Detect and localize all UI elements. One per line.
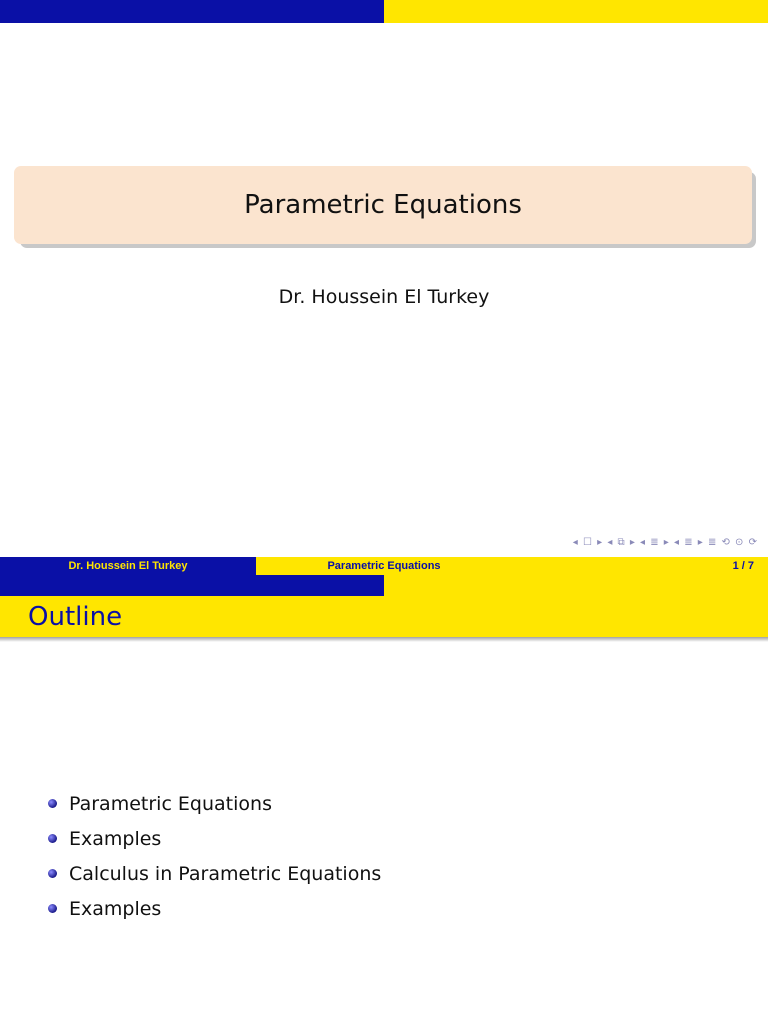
footer-title-cell bbox=[256, 557, 512, 575]
list-item bbox=[48, 856, 381, 891]
list-item-label: Parametric Equations bbox=[69, 792, 272, 815]
header-strip-left bbox=[0, 0, 384, 23]
header-strip-right bbox=[384, 0, 768, 23]
bullet-dot-icon bbox=[48, 904, 57, 913]
slide2-header-left bbox=[0, 575, 384, 596]
navigation-symbols[interactable]: ◂ ☐ ▸ ◂ ⧉ ▸ ◂ ≣ ▸ ◂ ≣ ▸ ≣ ⟲ ⊙ ⟳ bbox=[572, 537, 758, 548]
footer-page-cell bbox=[512, 557, 768, 575]
footer-title: Parametric Equations bbox=[327, 560, 441, 572]
frame-title: Outline bbox=[28, 602, 123, 632]
footer-author-cell bbox=[0, 557, 256, 575]
outline-list bbox=[48, 786, 381, 926]
title-box bbox=[14, 166, 752, 244]
footer-page-number: 1 / 7 bbox=[732, 560, 754, 572]
list-item-label: Examples bbox=[69, 827, 162, 850]
list-item bbox=[48, 821, 381, 856]
footer-author: Dr. Houssein El Turkey bbox=[68, 560, 188, 572]
slide-author: Dr. Houssein El Turkey bbox=[278, 286, 490, 308]
list-item bbox=[48, 786, 381, 821]
list-item-label: Examples bbox=[69, 897, 162, 920]
list-item bbox=[48, 891, 381, 926]
list-item-label: Calculus in Parametric Equations bbox=[69, 862, 382, 885]
slide2-header-right bbox=[384, 575, 768, 596]
frame-title-shadow bbox=[0, 637, 768, 642]
bullet-dot-icon bbox=[48, 869, 57, 878]
slide-title: Parametric Equations bbox=[244, 190, 522, 220]
bullet-dot-icon bbox=[48, 834, 57, 843]
bullet-dot-icon bbox=[48, 799, 57, 808]
